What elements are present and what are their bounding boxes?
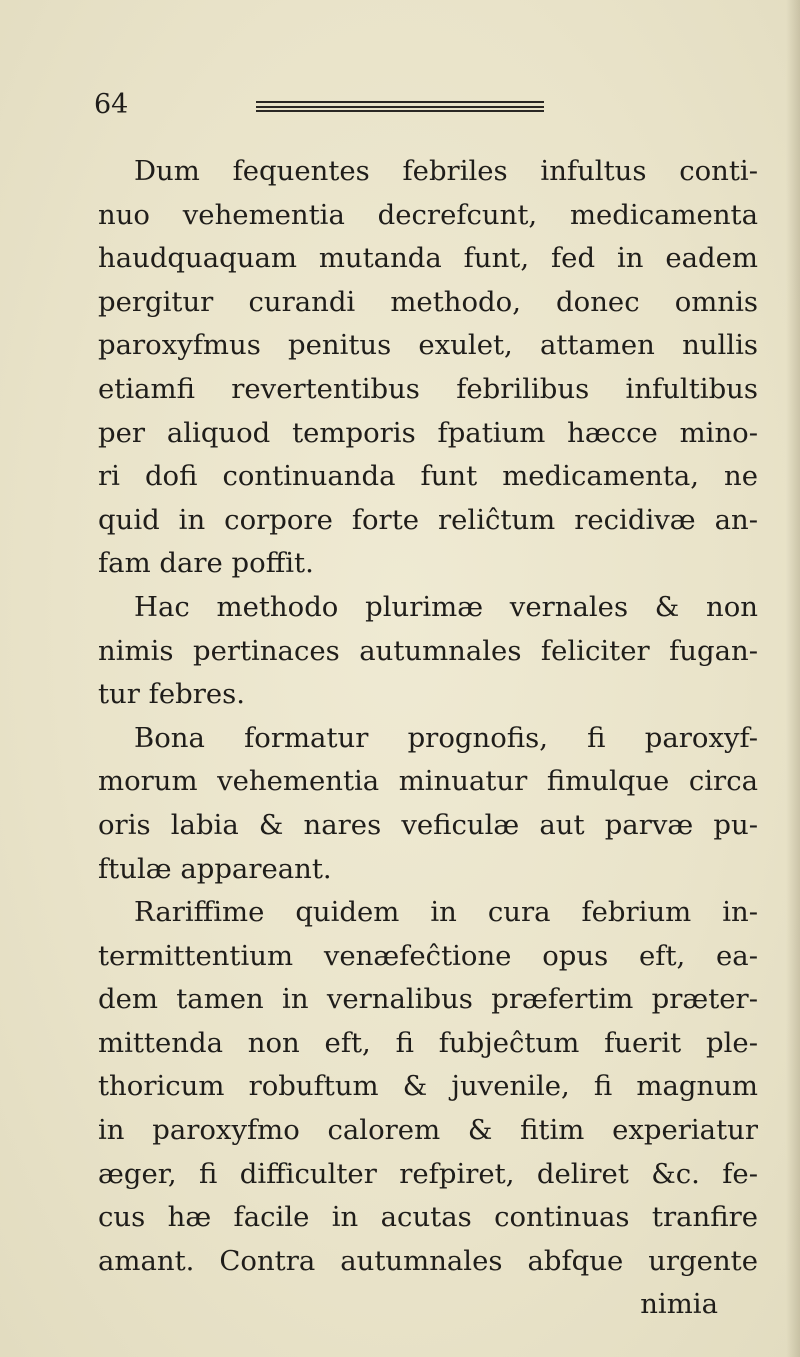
page-edge-shadow — [786, 0, 800, 1357]
text-line: quid in corpore forte reliĉtum recidivæ an- — [98, 503, 758, 536]
text-line: ftulæ appareant. — [98, 852, 332, 885]
text-line: tur febres. — [98, 678, 245, 711]
text-line: pergitur curandi methodo, donec omnis — [98, 285, 758, 318]
text-line: oris labia & nares veficulæ aut parvæ pu- — [98, 808, 758, 841]
text-line: ri dofi continuanda funt medicamenta, ne — [98, 460, 758, 493]
text-line: Hac methodo plurimæ vernales & non — [134, 590, 758, 623]
text-line: fam dare poffit. — [98, 547, 314, 580]
text-line: mittenda non eft, fi fubjeĉtum fuerit ple- — [98, 1026, 758, 1059]
text-line: thoricum robuftum & juvenile, fi magnum — [98, 1070, 758, 1103]
text-line: etiamfi revertentibus febrilibus infultibus — [98, 372, 758, 405]
catchword: nimia — [640, 1288, 718, 1321]
text-line: nimis pertinaces autumnales feliciter fugan- — [98, 634, 758, 667]
text-line: Dum fequentes febriles infultus conti- — [134, 155, 758, 187]
text-line: paroxyfmus penitus exulet, attamen nullis — [98, 329, 758, 362]
body-text — [98, 150, 758, 1327]
text-line: per aliquod temporis fpatium hæcce mino- — [98, 416, 758, 449]
text-line: dem tamen in vernalibus præfertim præter- — [98, 983, 758, 1016]
text-line: haudquaquam mutanda funt, fed in eadem — [98, 242, 758, 275]
text-line: nuo vehementia decrefcunt, medicamenta — [98, 198, 758, 231]
page-number: 64 — [94, 89, 129, 120]
text-line: æger, fi difficulter refpiret, deliret &c. fe- — [98, 1157, 758, 1190]
text-line: Bona formatur prognofis, fi paroxyf- — [134, 721, 758, 754]
text-line: Rariffime quidem in cura febrium in- — [134, 896, 758, 929]
text-line: cus hæ facile in acutas continuas tranfire — [98, 1201, 758, 1234]
text-line: termittentium venæfeĉtione opus eft, ea- — [98, 939, 758, 972]
text-line: amant. Contra autumnales abfque urgente — [98, 1244, 758, 1277]
header-rule — [256, 101, 544, 112]
text-line: in paroxyfmo calorem & fitim experiatur — [98, 1114, 758, 1147]
text-line: morum vehementia minuatur fimulque circa — [98, 765, 758, 798]
